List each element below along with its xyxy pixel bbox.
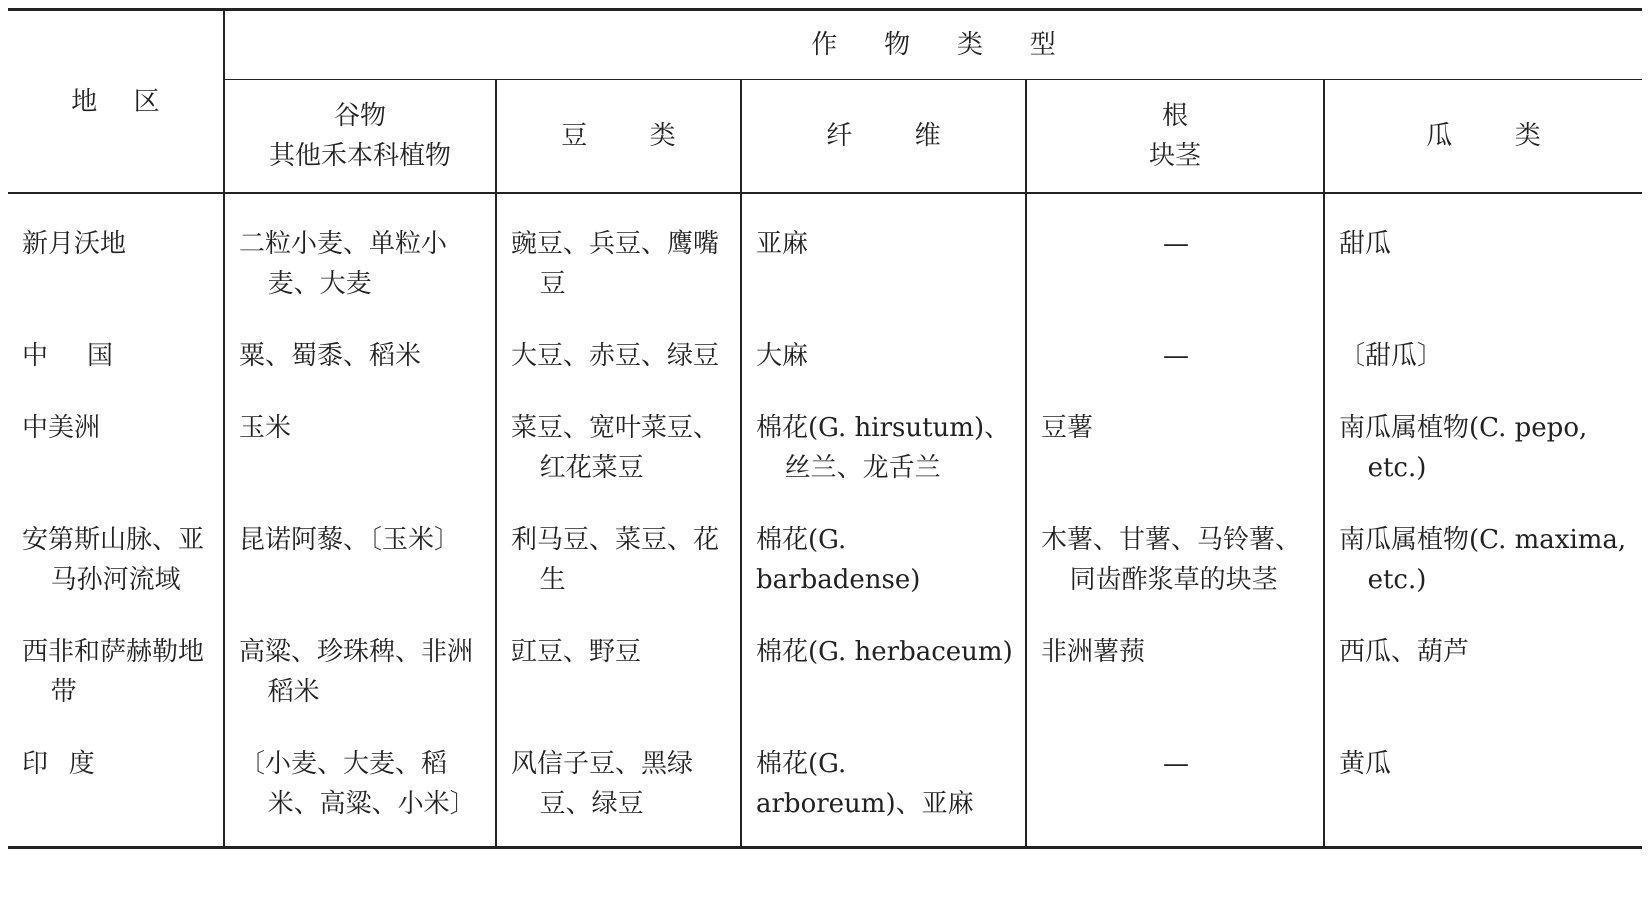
fiber-cell bbox=[741, 392, 1026, 504]
cereals-cell: 粟、蜀黍、稻米 bbox=[224, 320, 496, 392]
region-cell-text: 西非和萨赫勒地带 bbox=[22, 637, 205, 707]
region-cell: 印度 bbox=[22, 749, 116, 779]
header-row-columns bbox=[8, 80, 1642, 194]
legumes-cell: 大豆、赤豆、绿豆 bbox=[496, 320, 741, 392]
melons-cell-text: 南瓜属植物(C. maxima, etc.) bbox=[1339, 525, 1627, 595]
cereals-cell: 玉米 bbox=[224, 392, 496, 504]
legumes-cell-text: 豌豆、兵豆、鹰嘴豆 bbox=[511, 229, 720, 299]
table-row bbox=[8, 616, 1642, 728]
fiber-cell: 大麻 bbox=[741, 320, 1026, 392]
column-header-fiber bbox=[741, 80, 1026, 194]
column-header-cereals-line-2: 其他禾本科植物 bbox=[268, 141, 451, 171]
cereals-cell bbox=[224, 616, 496, 728]
fiber-cell: 棉花(G. herbaceum) bbox=[741, 616, 1026, 728]
cereals-cell-text: 高粱、珍珠稗、非洲稻米 bbox=[239, 637, 474, 707]
legumes-cell bbox=[496, 193, 741, 320]
melons-cell: 甜瓜 bbox=[1324, 193, 1642, 320]
melons-cell-text: 南瓜属植物(C. pepo, etc.) bbox=[1339, 413, 1588, 483]
cereals-cell bbox=[224, 728, 496, 848]
column-header-melons-line-1: 瓜类 bbox=[1426, 121, 1604, 151]
region-cell: 新月沃地 bbox=[22, 229, 127, 259]
region-cell bbox=[8, 504, 224, 616]
column-header-roots-line-2: 块茎 bbox=[1148, 141, 1201, 171]
legumes-cell-text: 菜豆、宽叶菜豆、红花菜豆 bbox=[511, 413, 720, 483]
roots-cell: — bbox=[1026, 728, 1324, 848]
column-header-fiber-line-1: 纤维 bbox=[826, 121, 1004, 151]
table-row bbox=[8, 504, 1642, 616]
crop-origin-table-container bbox=[8, 8, 1642, 849]
legumes-cell-text: 利马豆、菜豆、花生 bbox=[511, 525, 720, 595]
cereals-cell bbox=[224, 193, 496, 320]
region-cell: 中国 bbox=[22, 341, 153, 371]
region-column-header: 地区 bbox=[8, 10, 224, 194]
roots-cell bbox=[1026, 504, 1324, 616]
column-header-cereals bbox=[224, 80, 496, 194]
region-cell: 中美洲 bbox=[22, 413, 101, 443]
cereals-cell: 昆诺阿藜、〔玉米〕 bbox=[224, 504, 496, 616]
column-header-legumes bbox=[496, 80, 741, 194]
table-row bbox=[8, 728, 1642, 848]
column-header-legumes-line-1: 豆类 bbox=[561, 121, 739, 151]
cereals-cell-text: 二粒小麦、单粒小麦、大麦 bbox=[239, 229, 448, 299]
melons-cell: 西瓜、葫芦 bbox=[1324, 616, 1642, 728]
legumes-cell-text: 风信子豆、黑绿豆、绿豆 bbox=[511, 749, 694, 819]
melons-cell: 〔甜瓜〕 bbox=[1324, 320, 1642, 392]
fiber-cell: 棉花(G. arboreum)、亚麻 bbox=[741, 728, 1026, 848]
melons-cell bbox=[1324, 392, 1642, 504]
roots-cell: — bbox=[1026, 193, 1324, 320]
fiber-cell-text: 棉花(G. hirsutum)、丝兰、龙舌兰 bbox=[756, 413, 1011, 483]
roots-cell-text: 木薯、甘薯、马铃薯、同齿酢浆草的块茎 bbox=[1041, 525, 1302, 595]
crop-origin-table bbox=[8, 8, 1642, 849]
region-cell bbox=[8, 616, 224, 728]
roots-cell: 豆薯 bbox=[1026, 392, 1324, 504]
cereals-cell-text: 〔小麦、大麦、稻米、高粱、小米〕 bbox=[239, 749, 476, 819]
legumes-cell bbox=[496, 392, 741, 504]
column-header-roots-line-1: 根 bbox=[1161, 101, 1188, 131]
column-header-melons bbox=[1324, 80, 1642, 194]
legumes-cell: 豇豆、野豆 bbox=[496, 616, 741, 728]
table-row bbox=[8, 392, 1642, 504]
table-row bbox=[8, 193, 1642, 320]
legumes-cell bbox=[496, 728, 741, 848]
roots-cell: — bbox=[1026, 320, 1324, 392]
crop-type-group-header: 作物类型 bbox=[224, 10, 1642, 80]
fiber-cell: 棉花(G. barbadense) bbox=[741, 504, 1026, 616]
column-header-roots bbox=[1026, 80, 1324, 194]
header-row-top bbox=[8, 10, 1642, 80]
roots-cell: 非洲薯蓣 bbox=[1026, 616, 1324, 728]
region-cell-text: 安第斯山脉、亚马孙河流域 bbox=[22, 525, 205, 595]
table-row bbox=[8, 320, 1642, 392]
melons-cell: 黄瓜 bbox=[1324, 728, 1642, 848]
fiber-cell: 亚麻 bbox=[741, 193, 1026, 320]
melons-cell bbox=[1324, 504, 1642, 616]
legumes-cell bbox=[496, 504, 741, 616]
column-header-cereals-line-1: 谷物 bbox=[333, 101, 386, 131]
